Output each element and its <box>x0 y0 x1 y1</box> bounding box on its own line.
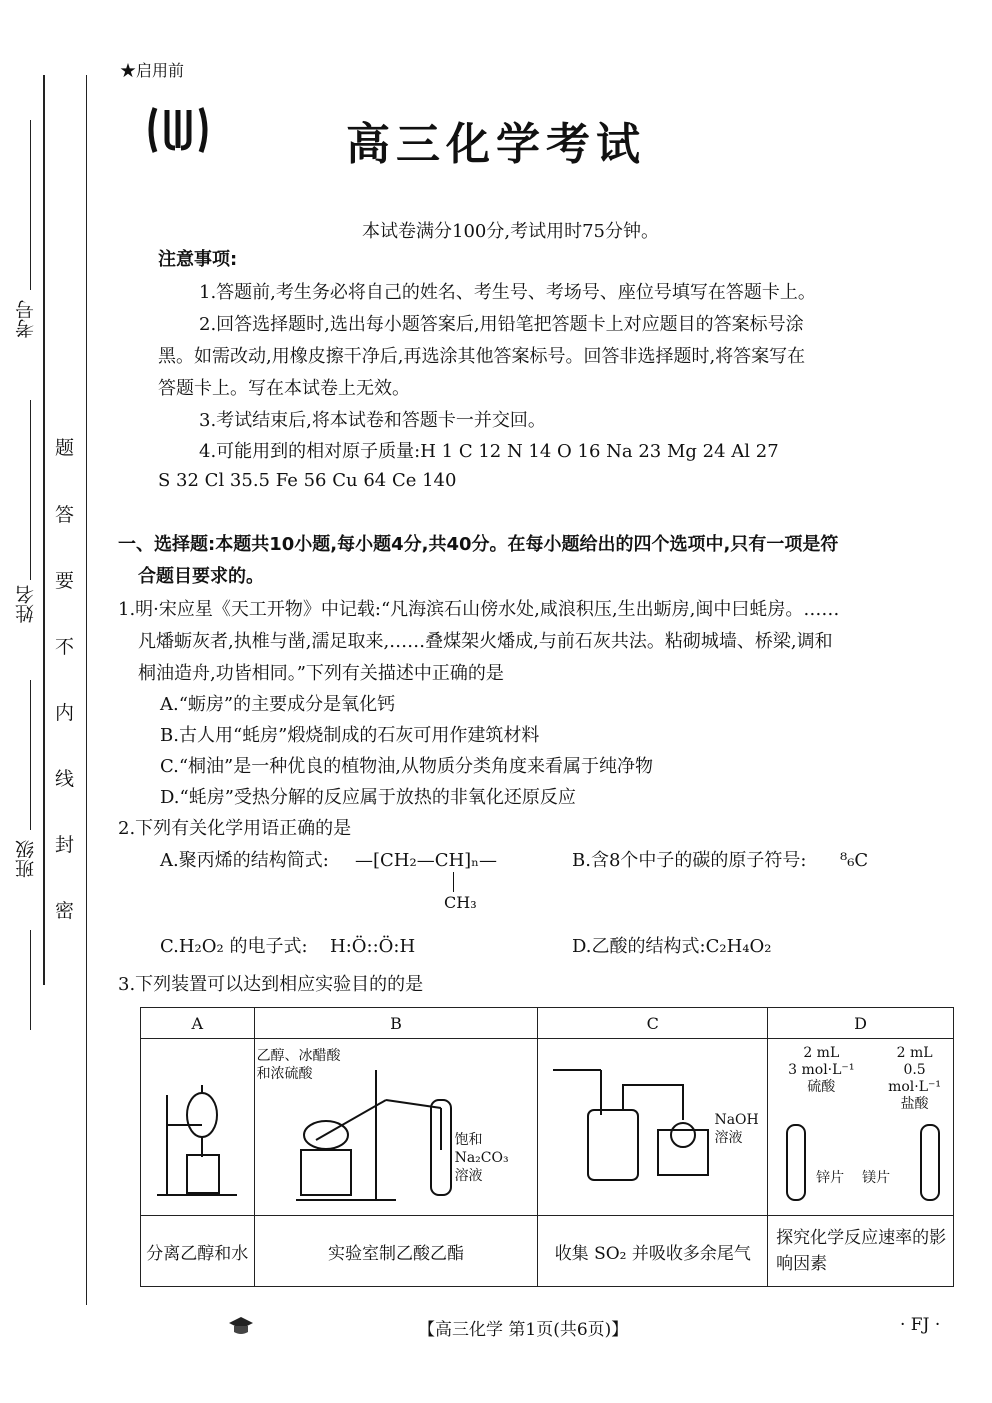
notice-item-4: 4.可能用到的相对原子质量:H 1 C 12 N 14 O 16 Na 23 Mg 24 Al 27 <box>199 441 779 462</box>
label: 盐酸 <box>900 1096 929 1112</box>
binding-line-outer <box>43 75 45 985</box>
caption-d: 探究化学反应速率的影响因素 <box>768 1216 954 1287</box>
q2-stem: 2.下列有关化学用语正确的是 <box>118 818 352 839</box>
seal-warning-char: 题 <box>55 437 75 459</box>
notice-item-3: 3.考试结束后,将本试卷和答题卡一并交回。 <box>199 410 546 431</box>
label: 锌片 <box>816 1170 845 1186</box>
label: 乙醇、冰醋酸 <box>256 1048 341 1064</box>
seal-warning-char: 不 <box>55 636 75 658</box>
notice-heading: 注意事项: <box>158 249 238 270</box>
q1-option-b: B.古人用“蚝房”煅烧制成的石灰可用作建筑材料 <box>160 725 540 746</box>
caption-a: 分离乙醇和水 <box>141 1216 255 1287</box>
seal-warning-char: 封 <box>55 834 75 856</box>
label: 3 mol·L⁻¹ <box>788 1062 855 1078</box>
q3-stem: 3.下列装置可以达到相应实验目的的是 <box>118 974 424 995</box>
label: 2 mL <box>803 1045 840 1061</box>
seal-warning-char: 内 <box>55 702 75 724</box>
apparatus-c <box>538 1039 768 1216</box>
confidential-note: ★启用前 <box>120 61 185 80</box>
page-title: 高三化学考试 <box>346 119 646 170</box>
notice-item-2: 2.回答选择题时,选出每小题答案后,用铅笔把答题卡上对应题目的答案标号涂 <box>199 314 804 335</box>
q1-option-d: D.“蚝房”受热分解的反应属于放热的非氧化还原反应 <box>160 787 576 808</box>
q1-stem: 1.明·宋应星《天工开物》中记载:“凡海滨石山傍水处,咸浪积压,生出蛎房,闽中曰蚝房。…… <box>118 599 840 620</box>
q2-option-c-formula: H:Ö::Ö:H <box>330 936 416 957</box>
seal-warning-char: 要 <box>55 570 75 592</box>
banji-label: 班级 <box>15 840 37 878</box>
q2-option-a-formula: —[CH₂—CH]ₙ— <box>355 850 497 871</box>
q2-option-b-symbol: ⁸₆C <box>840 850 869 871</box>
table-header: B <box>254 1008 538 1039</box>
q1-stem: 桐油造舟,功皆相同。”下列有关描述中正确的是 <box>138 663 504 684</box>
banji-fill-line-2 <box>30 930 31 1030</box>
table-header: A <box>141 1008 255 1039</box>
xingming-fill-line <box>30 400 31 580</box>
notice-item-2-cont: 答题卡上。写在本试卷上无效。 <box>158 378 410 399</box>
label: 和浓硫酸 <box>256 1066 313 1082</box>
xingming-label: 姓名 <box>15 585 37 623</box>
q2-option-a-methyl: CH₃ <box>444 893 477 912</box>
seal-warning-char: 答 <box>55 504 75 526</box>
caption-b: 实验室制乙酸乙酯 <box>254 1216 538 1287</box>
notice-item-2-cont: 黑。如需改动,用橡皮擦干净后,再选涂其他答案标号。回答非选择题时,将答案写在 <box>158 346 806 367</box>
seal-warning-char: 线 <box>55 768 75 790</box>
q1-option-c: C.“桐油”是一种优良的植物油,从物质分类角度来看属于纯净物 <box>160 756 653 777</box>
q2-option-c: C.H₂O₂ 的电子式: <box>160 936 308 957</box>
q2-option-d: D.乙酸的结构式:C₂H₄O₂ <box>572 936 772 957</box>
graduation-cap-icon <box>228 1315 254 1337</box>
footer-code: · FJ · <box>900 1315 941 1335</box>
separatory-funnel-icon <box>147 1045 247 1205</box>
caption-c: 收集 SO₂ 并吸收多余尾气 <box>538 1216 768 1287</box>
label: 2 mL <box>896 1045 933 1061</box>
label: 0.5 mol·L⁻¹ <box>888 1062 942 1095</box>
apparatus-b <box>254 1039 538 1216</box>
label: 硫酸 <box>807 1079 836 1095</box>
table-header: C <box>538 1008 768 1039</box>
q1-option-a: A.“蛎房”的主要成分是氧化钙 <box>160 694 396 715</box>
binding-line-inner <box>86 75 87 1305</box>
label: 镁片 <box>862 1170 891 1186</box>
experiment-table <box>140 1007 954 1287</box>
section-heading-cont: 合题目要求的。 <box>138 566 264 587</box>
notice-item-4-cont: S 32 Cl 35.5 Fe 56 Cu 64 Ce 140 <box>158 470 457 491</box>
apparatus-d <box>768 1039 954 1216</box>
seal-warning-char: 密 <box>55 900 75 922</box>
apparatus-a <box>141 1039 255 1216</box>
label: NaOH <box>714 1112 759 1128</box>
q2-option-a: A.聚丙烯的结构简式: <box>160 850 329 871</box>
label: 溶液 <box>714 1130 743 1146</box>
section-heading: 一、选择题:本题共10小题,每小题4分,共40分。在每小题给出的四个选项中,只有一项是符 <box>118 534 839 555</box>
q1-stem: 凡燔蛎灰者,执椎与凿,濡足取来,……叠煤架火燔成,与前石灰共法。粘砌城墙、桥梁,调和 <box>138 631 833 652</box>
table-header: D <box>768 1008 954 1039</box>
label: 溶液 <box>454 1168 483 1184</box>
footer-page-info: 【高三化学 第1页(共6页)】 <box>418 1320 629 1340</box>
kaohao-label: 考号 <box>15 300 37 338</box>
label: 饱和 Na₂CO₃ <box>454 1132 509 1166</box>
exam-info: 本试卷满分100分,考试用时75分钟。 <box>362 221 659 242</box>
notice-item-1: 1.答题前,考生务必将自己的姓名、考生号、考场号、座位号填写在答题卡上。 <box>199 282 816 303</box>
banji-fill-line <box>30 680 31 830</box>
q2-option-b: B.含8个中子的碳的原子符号: <box>572 850 807 871</box>
